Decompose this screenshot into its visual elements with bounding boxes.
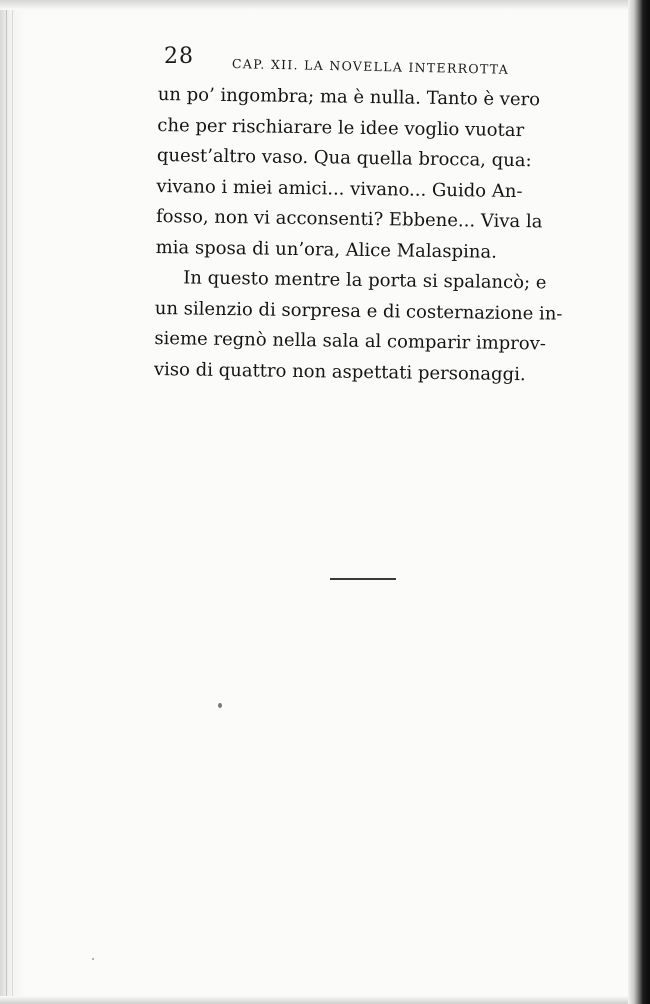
ink-speck [218,703,222,708]
text-line: mia sposa di un’ora, Alice Malaspina. [155,236,498,263]
text-line: viso di quattro non aspettati personaggi. [153,358,526,385]
section-end-rule [330,578,396,580]
gutter-line [12,0,13,1004]
chapter-title: CAP. XII. LA NOVELLA INTERROTTA [231,56,510,77]
body-text [154,80,590,391]
binding-gutter [0,0,26,1004]
text-line: quest’altro vaso. Qua quella brocca, qua: [156,144,532,172]
gutter-line [6,0,7,1004]
text-line: sieme regnò nella sala al comparir improv- [154,327,547,355]
text-line: fosso, non vi acconsenti? Ebbene... Viva la [155,205,543,233]
page-top-edge [0,0,650,10]
page-right-edge [628,0,650,1004]
page-bottom-edge [0,996,650,1004]
ink-speck [92,958,94,960]
text-line: In questo mentre la porta si spalancò; e [183,267,547,294]
page-number: 28 [164,44,194,69]
text-line: vivano i miei amici... vivano... Guido An- [156,175,523,202]
text-line: che per rischiarare le idee voglio vuotar [157,114,525,141]
text-line: un po’ ingombra; ma è nulla. Tanto è vero [157,83,541,111]
running-head [164,44,604,78]
text-line: un silenzio di sorpresa e di costernazione in- [154,297,563,325]
